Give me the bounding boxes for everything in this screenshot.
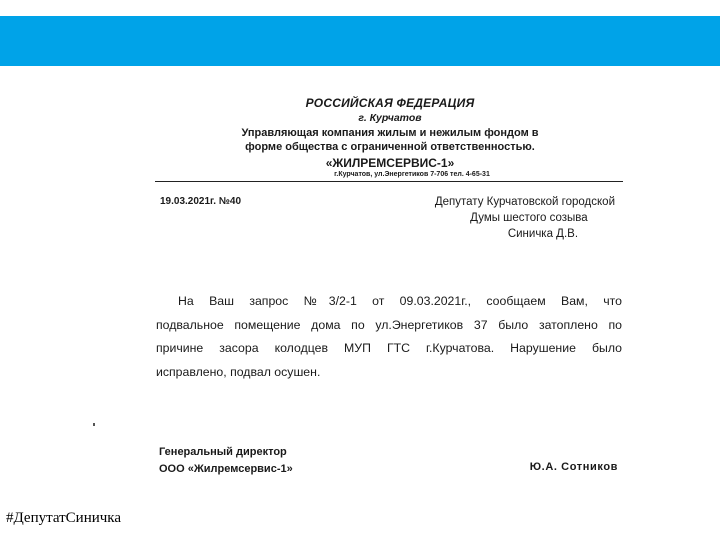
letter-reference: 19.03.2021г. №40 xyxy=(160,196,242,207)
header-address: г.Курчатов, ул.Энергетиков 7-706 тел. 4-65-31 xyxy=(334,171,490,178)
hashtag-caption: #ДепутатСиничка xyxy=(6,510,122,526)
addressee-line-2: Думы шестого созыва xyxy=(470,212,588,224)
header-org-line-2: форме общества с ограниченной ответственностью. xyxy=(245,141,535,153)
signature-name: Ю.А. Сотников xyxy=(529,461,618,473)
body-line-3: причине засора колодцев МУП ГТС г.Курчатова. Нарушение было xyxy=(156,341,622,355)
signature-company: ООО «Жилремсервис-1» xyxy=(159,463,293,475)
signature-position: Генеральный директор xyxy=(159,446,287,458)
header-org-name: «ЖИЛРЕМСЕРВИС-1» xyxy=(325,156,455,170)
letter-body xyxy=(156,290,622,384)
addressee-block xyxy=(435,194,615,242)
top-banner xyxy=(0,16,720,66)
scan-speck xyxy=(93,423,95,426)
header-org-line-1: Управляющая компания жилым и нежилым фондом в xyxy=(241,127,539,139)
header-city: г. Курчатов xyxy=(358,112,422,124)
header-divider xyxy=(155,181,623,182)
header-country: РОССИЙСКАЯ ФЕДЕРАЦИЯ xyxy=(305,96,475,110)
letter-document xyxy=(150,90,630,490)
body-line-4: исправлено, подвал осушен. xyxy=(156,364,321,379)
body-line-2: подвальное помещение дома по ул.Энергетиков 37 было затоплено по xyxy=(156,317,622,332)
body-line-1: На Ваш запрос №3/2-1 от 09.03.2021г., сообщаем Вам, что xyxy=(178,294,622,308)
addressee-line-1: Депутату Курчатовской городской xyxy=(434,196,615,208)
signature-block xyxy=(159,444,293,478)
addressee-line-3: Синичка Д.В. xyxy=(507,228,579,240)
